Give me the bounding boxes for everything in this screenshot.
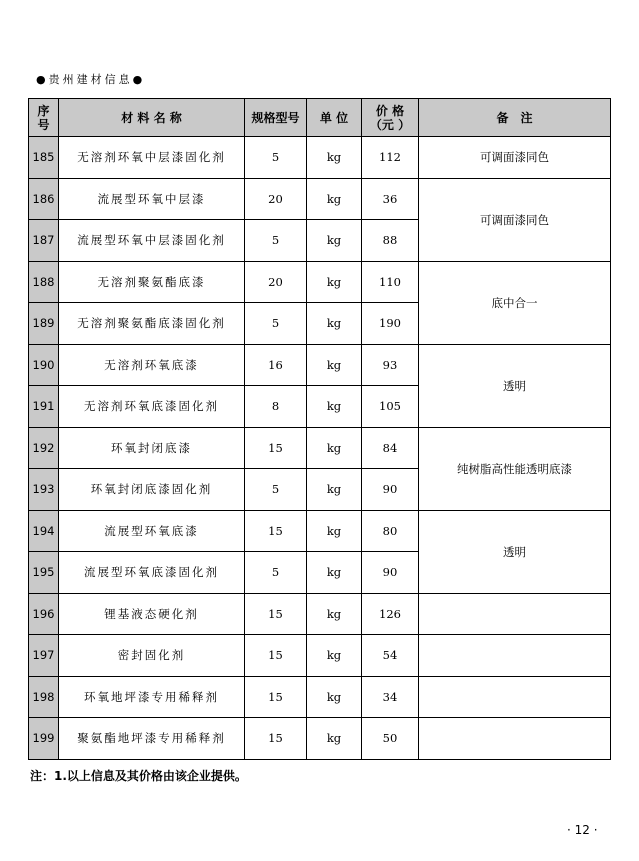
row-price: 84 (362, 427, 419, 469)
row-no: 196 (29, 593, 59, 635)
price-table (28, 98, 611, 760)
row-remark: 可调面漆同色 (419, 178, 611, 261)
row-price: 93 (362, 344, 419, 386)
row-no: 195 (29, 552, 59, 594)
row-spec: 20 (245, 178, 307, 220)
table-row (29, 178, 611, 220)
table-header-row (29, 99, 611, 137)
row-price: 190 (362, 303, 419, 345)
table-row (29, 593, 611, 635)
row-unit: kg (307, 469, 362, 511)
row-spec: 15 (245, 635, 307, 677)
row-price: 36 (362, 178, 419, 220)
row-material-name: 锂基液态硬化剂 (59, 593, 245, 635)
row-material-name: 无溶剂聚氨酯底漆固化剂 (59, 303, 245, 345)
col-header-spec (245, 99, 307, 137)
row-price: 34 (362, 676, 419, 718)
row-remark: 纯树脂高性能透明底漆 (419, 427, 611, 510)
row-unit: kg (307, 137, 362, 179)
row-material-name: 流展型环氧中层漆固化剂 (59, 220, 245, 262)
row-unit: kg (307, 344, 362, 386)
col-header-remark-label: 备 注 (496, 111, 533, 125)
row-spec: 16 (245, 344, 307, 386)
row-no: 194 (29, 510, 59, 552)
row-spec: 5 (245, 469, 307, 511)
table-row (29, 718, 611, 760)
row-price: 110 (362, 261, 419, 303)
row-no: 185 (29, 137, 59, 179)
row-no: 193 (29, 469, 59, 511)
row-no: 191 (29, 386, 59, 428)
row-remark: 透明 (419, 344, 611, 427)
row-price: 105 (362, 386, 419, 428)
row-remark: 透明 (419, 510, 611, 593)
row-spec: 15 (245, 718, 307, 760)
row-unit: kg (307, 718, 362, 760)
table-row (29, 137, 611, 179)
row-spec: 5 (245, 137, 307, 179)
col-header-price (362, 99, 419, 137)
row-price: 80 (362, 510, 419, 552)
table-row (29, 427, 611, 469)
row-unit: kg (307, 552, 362, 594)
row-spec: 15 (245, 676, 307, 718)
row-remark (419, 593, 611, 635)
row-price: 54 (362, 635, 419, 677)
row-no: 190 (29, 344, 59, 386)
publication-header: ●贵州建材信息● (36, 73, 146, 86)
col-header-no (29, 99, 59, 137)
row-unit: kg (307, 303, 362, 345)
row-unit: kg (307, 427, 362, 469)
row-spec: 5 (245, 552, 307, 594)
row-material-name: 环氧封闭底漆固化剂 (59, 469, 245, 511)
row-remark: 可调面漆同色 (419, 137, 611, 179)
row-material-name: 流展型环氧底漆 (59, 510, 245, 552)
col-header-name (59, 99, 245, 137)
row-price: 90 (362, 469, 419, 511)
col-header-name-label: 材 料 名 称 (121, 111, 182, 125)
row-unit: kg (307, 510, 362, 552)
row-price: 126 (362, 593, 419, 635)
table-row (29, 510, 611, 552)
col-header-no-label: 序 号 (37, 103, 50, 132)
col-header-unit-label: 单 位 (319, 111, 349, 125)
row-material-name: 环氧封闭底漆 (59, 427, 245, 469)
row-material-name: 环氧地坪漆专用稀释剂 (59, 676, 245, 718)
row-spec: 5 (245, 220, 307, 262)
row-spec: 20 (245, 261, 307, 303)
row-unit: kg (307, 261, 362, 303)
row-price: 88 (362, 220, 419, 262)
row-material-name: 无溶剂聚氨酯底漆 (59, 261, 245, 303)
col-header-price-label: 价 格 （元 ） (369, 103, 411, 132)
row-material-name: 无溶剂环氧中层漆固化剂 (59, 137, 245, 179)
row-price: 112 (362, 137, 419, 179)
row-no: 187 (29, 220, 59, 262)
row-unit: kg (307, 635, 362, 677)
row-no: 188 (29, 261, 59, 303)
table-row (29, 344, 611, 386)
footnote: 注：1.以上信息及其价格由该企业提供。 (30, 769, 247, 783)
row-remark (419, 635, 611, 677)
row-no: 186 (29, 178, 59, 220)
row-unit: kg (307, 178, 362, 220)
col-header-unit (307, 99, 362, 137)
col-header-spec-label: 规格型号 (251, 111, 300, 125)
row-no: 189 (29, 303, 59, 345)
row-unit: kg (307, 676, 362, 718)
table-row (29, 261, 611, 303)
row-no: 197 (29, 635, 59, 677)
row-material-name: 流展型环氧底漆固化剂 (59, 552, 245, 594)
row-no: 199 (29, 718, 59, 760)
row-spec: 5 (245, 303, 307, 345)
row-remark (419, 718, 611, 760)
row-material-name: 聚氨酯地坪漆专用稀释剂 (59, 718, 245, 760)
row-no: 198 (29, 676, 59, 718)
row-no: 192 (29, 427, 59, 469)
col-header-remark (419, 99, 611, 137)
page-number: · 12 · (567, 823, 598, 837)
row-material-name: 流展型环氧中层漆 (59, 178, 245, 220)
row-unit: kg (307, 386, 362, 428)
row-spec: 15 (245, 427, 307, 469)
row-spec: 15 (245, 510, 307, 552)
table-row (29, 635, 611, 677)
row-spec: 8 (245, 386, 307, 428)
row-spec: 15 (245, 593, 307, 635)
row-unit: kg (307, 220, 362, 262)
row-unit: kg (307, 593, 362, 635)
row-price: 90 (362, 552, 419, 594)
row-remark (419, 676, 611, 718)
row-price: 50 (362, 718, 419, 760)
row-material-name: 密封固化剂 (59, 635, 245, 677)
row-remark: 底中合一 (419, 261, 611, 344)
row-material-name: 无溶剂环氧底漆固化剂 (59, 386, 245, 428)
row-material-name: 无溶剂环氧底漆 (59, 344, 245, 386)
table-row (29, 676, 611, 718)
